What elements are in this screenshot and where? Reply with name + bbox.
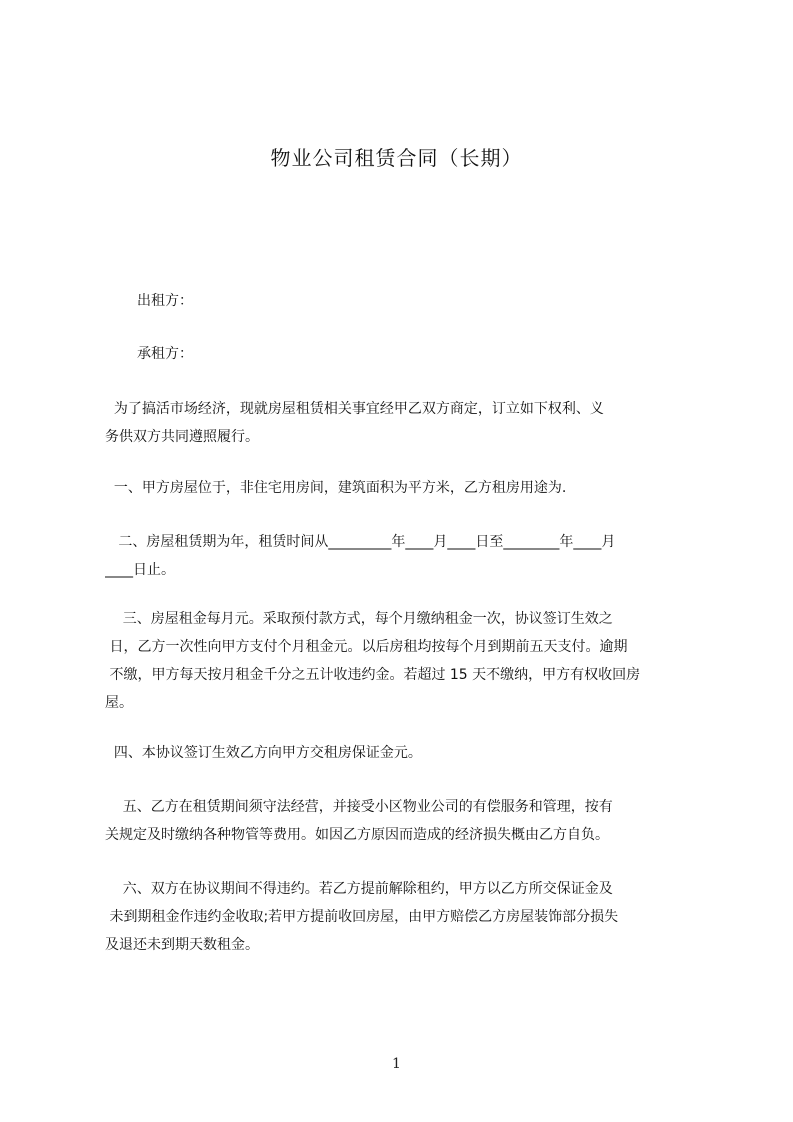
intro-line: 务供双方共同遵照履行。 <box>105 429 259 445</box>
clause-3 <box>105 605 697 717</box>
lessee-label: 承租方： <box>137 346 193 362</box>
page-number: 1 <box>392 1056 401 1072</box>
lessor-label: 出租方： <box>137 293 193 309</box>
intro-line: 为了搞活市场经济，现就房屋租赁相关事宜经甲乙双方商定，订立如下权利、义 <box>105 401 604 417</box>
clause-line: 屋。 <box>105 695 133 711</box>
clause-line: 不缴，甲方每天按月租金千分之五计收违约金。若超过 15 天不缴纳，甲方有权收回房 <box>105 667 641 683</box>
clause-2 <box>105 528 697 584</box>
clause-line: 未到期租金作违约金收取;若甲方提前收回房屋，由甲方赔偿乙方房屋装饰部分损失 <box>105 909 619 925</box>
clause-line: 五、乙方在租赁期间须守法经营，并接受小区物业公司的有偿服务和管理，按有 <box>105 799 613 815</box>
clause-5 <box>105 793 697 849</box>
intro-paragraph <box>105 395 697 451</box>
clause-line: 三、房屋租金每月元。采取预付款方式，每个月缴纳租金一次，协议签订生效之 <box>105 611 613 627</box>
clause-6 <box>105 875 697 959</box>
clause-line: 一、甲方房屋位于，非住宅用房间，建筑面积为平方米，乙方租房用途为. <box>105 480 567 496</box>
clause-line: 二、房屋租赁期为年，租赁时间从_________年____月____日至________年____月 <box>105 534 616 550</box>
clause-1 <box>105 474 697 502</box>
clause-line: 及退还未到期天数租金。 <box>105 937 259 953</box>
clause-line: 六、双方在协议期间不得违约。若乙方提前解除租约，甲方以乙方所交保证金及 <box>105 881 613 897</box>
clause-line: ____日止。 <box>105 562 175 578</box>
clause-4 <box>105 739 697 767</box>
clause-line: 四、本协议签订生效乙方向甲方交租房保证金元。 <box>105 745 422 761</box>
clause-line: 日，乙方一次性向甲方支付个月租金元。以后房租均按每个月到期前五天支付。逾期 <box>105 639 628 655</box>
clause-line: 关规定及时缴纳各种物管等费用。如因乙方原因而造成的经济损失概由乙方自负。 <box>105 827 609 843</box>
document-title: 物业公司租赁合同（长期） <box>270 146 523 170</box>
